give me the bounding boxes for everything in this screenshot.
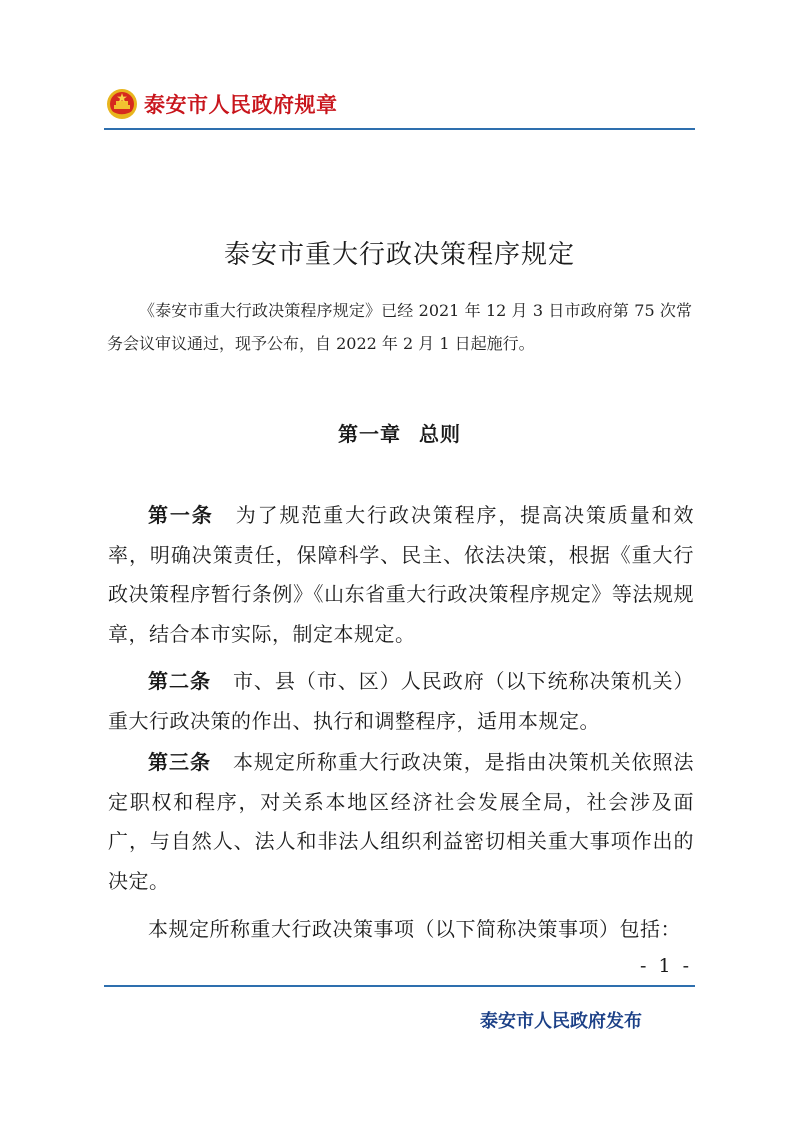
page-number: - 1 - xyxy=(640,955,693,977)
header-divider xyxy=(104,128,695,130)
page-header xyxy=(106,84,338,124)
article-text: 市、县（市、区）人民政府（以下统称决策机关）重大行政决策的作出、执行和调整程序，适用本规定。 xyxy=(108,669,694,733)
promulgation-notice: 《泰安市重大行政决策程序规定》已经 2021 年 12 月 3 日市政府第 75 次常务会议审议通过，现予公布，自 2022 年 2 月 1 日起施行。 xyxy=(107,301,692,353)
paragraph-text: 本规定所称重大行政决策事项（以下简称决策事项）包括： xyxy=(148,917,681,941)
body-paragraph xyxy=(108,910,694,950)
chapter-number: 第一章 xyxy=(338,422,401,446)
article-number: 第二条 xyxy=(148,669,211,693)
article-paragraph xyxy=(108,743,694,901)
national-emblem-icon xyxy=(106,88,138,120)
article-paragraph xyxy=(108,662,694,741)
article-text: 本规定所称重大行政决策，是指由决策机关依照法定职权和程序，对关系本地区经济社会发展全局，社会涉及面广，与自然人、法人和非法人组织利益密切相关重大事项作出的决定。 xyxy=(108,750,694,893)
article-paragraph xyxy=(108,496,694,654)
chapter-name: 总则 xyxy=(419,422,461,446)
footer-publisher: 泰安市人民政府发布 xyxy=(480,1011,642,1032)
article-text: 为了规范重大行政决策程序，提高决策质量和效率，明确决策责任，保障科学、民主、依法决策，根据《重大行政决策程序暂行条例》《山东省重大行政决策程序规定》等法规规章，结合本市实际，制定本规定。 xyxy=(108,503,695,646)
article-number: 第一条 xyxy=(148,503,214,527)
document-title: 泰安市重大行政决策程序规定 xyxy=(223,240,575,270)
chapter-heading xyxy=(104,418,695,447)
article-number: 第三条 xyxy=(148,750,211,774)
footer-divider xyxy=(104,985,695,987)
header-title: 泰安市人民政府规章 xyxy=(144,93,338,117)
